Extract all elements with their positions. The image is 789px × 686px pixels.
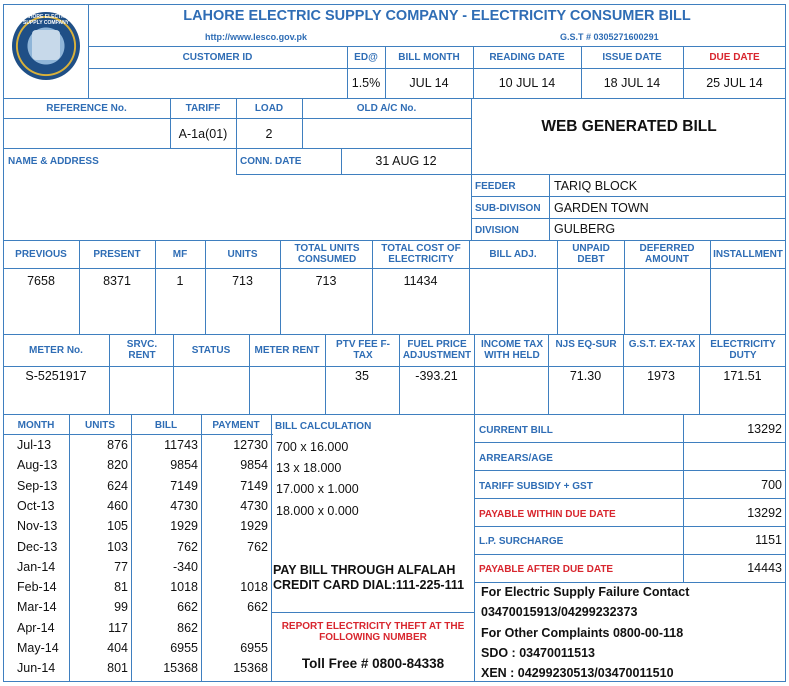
divider	[3, 434, 273, 435]
history-bill: 9854	[170, 458, 198, 473]
history-month-label: MONTH	[17, 420, 55, 431]
current-bill: 13292	[747, 422, 782, 436]
history-bill: 1018	[170, 580, 198, 595]
tariff-subsidy: 700	[761, 478, 782, 492]
divider	[3, 148, 471, 149]
feeder-label: FEEDER	[475, 181, 516, 192]
calc-line: 700 x 16.000	[276, 440, 349, 454]
history-units: 77	[114, 559, 128, 574]
payable-after-due-date: 14443	[747, 561, 782, 575]
feeder: TARIQ BLOCK	[554, 179, 638, 193]
srvc-rent-label: SRVC. RENT	[126, 339, 158, 361]
calc-line: 17.000 x 1.000	[276, 482, 359, 496]
divider	[3, 334, 786, 335]
old-ac-label: OLD A/C No.	[356, 103, 417, 114]
history-bill: 1929	[170, 519, 198, 534]
subdivision-label: SUB-DIVISON	[475, 203, 541, 214]
load: 2	[265, 127, 273, 141]
arrears-label: ARREARS/AGE	[479, 453, 553, 464]
theft-line2: FOLLOWING NUMBER	[319, 632, 427, 643]
history-units: 105	[107, 519, 128, 534]
njs-value: 71.30	[569, 369, 602, 383]
history-month: May-14	[17, 641, 59, 655]
total-units-label: TOTAL UNITS CONSUMED	[294, 243, 360, 265]
failure-contact-numbers: 03470015913/04299232373	[481, 605, 638, 619]
divider	[474, 554, 786, 555]
calc-line: 18.000 x 0.000	[276, 504, 359, 518]
conn-date: 31 AUG 12	[375, 154, 437, 168]
divider	[3, 118, 471, 119]
history-bill: 762	[177, 539, 198, 554]
history-month: Sep-13	[17, 478, 58, 493]
total-cost-label: TOTAL COST OF ELECTRICITY	[381, 243, 461, 265]
history-bill: -340	[172, 559, 198, 574]
tariff-subsidy-label: TARIFF SUBSIDY + GST	[479, 481, 593, 492]
name-address-label: NAME & ADDRESS	[8, 156, 99, 167]
fuel-price-adjustment: -393.21	[415, 369, 458, 383]
theft-line1: REPORT ELECTRICITY THEFT AT THE	[281, 621, 465, 632]
xen-contact: XEN : 04299230513/03470011510	[481, 666, 674, 680]
installment-label: INSTALLMENT	[713, 249, 783, 260]
divider	[88, 4, 89, 98]
ptv-fee-label: PTV FEE F-TAX	[336, 339, 390, 361]
units-value: 713	[232, 274, 253, 288]
sdo-contact: SDO : 03470011513	[481, 646, 595, 660]
history-payment: 12730	[233, 438, 268, 452]
present-label: PRESENT	[93, 249, 141, 260]
history-bill: 662	[177, 600, 198, 615]
divider	[3, 366, 786, 367]
ed-value: 1.5%	[351, 76, 381, 90]
history-units: 117	[108, 620, 128, 635]
mf-label: MF	[172, 249, 188, 260]
bill-title: LAHORE ELECTRIC SUPPLY COMPANY - ELECTRICITY CONSUMER BILL	[183, 8, 691, 24]
bill-month: JUL 14	[409, 76, 449, 90]
conn-date-label: CONN. DATE	[240, 156, 302, 167]
divider	[3, 240, 786, 241]
history-month: Nov-13	[17, 519, 58, 534]
history-month: Feb-14	[17, 580, 57, 595]
electricity-duty-label: ELECTRICITY DUTY	[710, 339, 776, 361]
history-month: Apr-14	[17, 620, 55, 635]
history-units: 103	[107, 539, 128, 554]
ed-label: ED@	[354, 52, 378, 63]
divider	[88, 46, 786, 47]
mf-value: 1	[176, 274, 184, 288]
history-payment-label: PAYMENT	[212, 420, 260, 431]
history-units: 81	[114, 580, 128, 595]
ptv-fee: 35	[355, 369, 369, 383]
bill-calculation-label: BILL CALCULATION	[275, 421, 372, 432]
tariff: A-1a(01)	[178, 127, 228, 141]
status-label: STATUS	[191, 345, 231, 356]
divider	[474, 470, 786, 471]
divider	[474, 442, 786, 443]
history-payment: 1018	[240, 580, 268, 595]
divider	[271, 612, 474, 613]
gst-label: G.S.T. EX-TAX	[628, 339, 696, 350]
meter-rent-label: METER RENT	[254, 345, 320, 356]
history-payment: 1929	[240, 519, 268, 534]
divider	[474, 334, 475, 414]
due-date-label: DUE DATE	[709, 52, 760, 63]
divider	[88, 68, 786, 69]
divider	[474, 498, 786, 499]
fuel-price-label: FUEL PRICE ADJUSTMENT	[402, 339, 472, 361]
customer-id-label: CUSTOMER ID	[182, 52, 253, 63]
bill-adj-label: BILL ADJ.	[489, 249, 537, 260]
meter-no-label: METER No.	[29, 345, 83, 356]
history-units: 460	[107, 498, 128, 513]
history-month: Oct-13	[17, 498, 55, 513]
history-payment: 4730	[240, 498, 268, 513]
unpaid-debt-label: UNPAID DEBT	[572, 243, 610, 265]
tariff-label: TARIFF	[185, 103, 221, 114]
gst-value: 1973	[647, 369, 675, 383]
divider	[474, 526, 786, 527]
history-bill: 15368	[163, 661, 198, 676]
history-units: 99	[114, 600, 128, 615]
history-payment: 662	[247, 600, 268, 615]
history-bill: 4730	[170, 498, 198, 513]
gst-number: G.S.T # 0305271600291	[560, 32, 659, 42]
history-month: Jul-13	[17, 438, 52, 452]
divider	[471, 196, 786, 197]
logo-building	[32, 30, 60, 60]
pay-bill-line2: CREDIT CARD DIAL:111-225-111	[273, 578, 465, 592]
lp-surcharge-label: L.P. SURCHARGE	[479, 536, 564, 547]
due-date: 25 JUL 14	[706, 76, 763, 90]
issue-date: 18 JUL 14	[603, 76, 661, 90]
history-units: 404	[107, 641, 128, 655]
divider	[271, 414, 272, 682]
history-bill: 6955	[170, 641, 198, 655]
history-payment: 6955	[240, 641, 268, 655]
website: http://www.lesco.gov.pk	[205, 32, 308, 42]
payable-within-label: PAYABLE WITHIN DUE DATE	[479, 509, 616, 520]
history-units: 624	[107, 478, 128, 493]
toll-free-number: Toll Free # 0800-84338	[301, 656, 445, 671]
divider	[3, 268, 786, 269]
history-month: Jan-14	[17, 559, 56, 574]
payable-after-label: PAYABLE AFTER DUE DATE	[479, 564, 614, 575]
divider	[474, 582, 786, 583]
income-tax-label: INCOME TAX WITH HELD	[480, 339, 544, 361]
previous-reading: 7658	[27, 274, 55, 288]
history-month: Mar-14	[17, 600, 57, 615]
history-payment: 9854	[240, 458, 268, 473]
calc-line: 13 x 18.000	[276, 461, 342, 475]
history-units: 820	[107, 458, 128, 473]
divider	[236, 174, 786, 175]
electricity-duty: 171.51	[723, 369, 762, 383]
failure-contact-label: For Electric Supply Failure Contact	[481, 585, 690, 599]
deferred-amount-label: DEFERRED AMOUNT	[639, 243, 695, 265]
units-label: UNITS	[227, 249, 258, 260]
history-units-label: UNITS	[85, 420, 115, 431]
other-complaints: For Other Complaints 0800-00-118	[481, 626, 684, 640]
current-bill-label: CURRENT BILL	[479, 425, 553, 436]
subdivision: GARDEN TOWN	[554, 201, 649, 215]
division: GULBERG	[554, 222, 616, 236]
history-bill: 862	[177, 620, 198, 635]
web-generated-bill: WEB GENERATED BILL	[541, 118, 717, 135]
logo-text: LAHORE ELECTRIC SUPPLY COMPANY	[22, 14, 70, 26]
divider	[109, 334, 110, 414]
history-month: Aug-13	[17, 458, 58, 473]
history-bill-label: BILL	[154, 420, 178, 431]
history-month: Dec-13	[17, 539, 58, 554]
divider	[3, 414, 786, 415]
history-bill: 11743	[164, 438, 198, 452]
history-payment: 7149	[240, 478, 268, 493]
reading-date: 10 JUL 14	[498, 76, 556, 90]
total-units: 713	[315, 274, 337, 288]
divider	[474, 414, 475, 682]
previous-label: PREVIOUS	[15, 249, 67, 260]
divider	[557, 240, 558, 334]
history-payment: 762	[247, 539, 268, 554]
present-reading: 8371	[103, 274, 131, 288]
payable-within-due-date: 13292	[747, 506, 782, 520]
divider	[3, 98, 786, 99]
reference-label: REFERENCE No.	[46, 103, 127, 114]
divider	[471, 218, 786, 219]
history-bill: 7149	[170, 478, 198, 493]
lp-surcharge: 1151	[755, 533, 782, 547]
history-month: Jun-14	[17, 661, 56, 676]
issue-date-label: ISSUE DATE	[602, 52, 662, 63]
lesco-logo	[12, 12, 80, 80]
history-units: 801	[107, 661, 128, 676]
divider	[624, 240, 625, 334]
history-units: 876	[107, 438, 128, 452]
total-cost: 11434	[403, 274, 438, 288]
division-label: DIVISION	[475, 225, 519, 236]
reading-date-label: READING DATE	[489, 52, 565, 63]
divider	[549, 174, 550, 240]
meter-number: S-5251917	[25, 369, 87, 383]
history-payment: 15368	[233, 661, 268, 676]
njs-label: NJS EQ-SUR	[555, 339, 617, 350]
bill-month-label: BILL MONTH	[398, 52, 460, 63]
pay-bill-line1: PAY BILL THROUGH ALFALAH	[273, 563, 456, 577]
load-label: LOAD	[254, 103, 284, 114]
